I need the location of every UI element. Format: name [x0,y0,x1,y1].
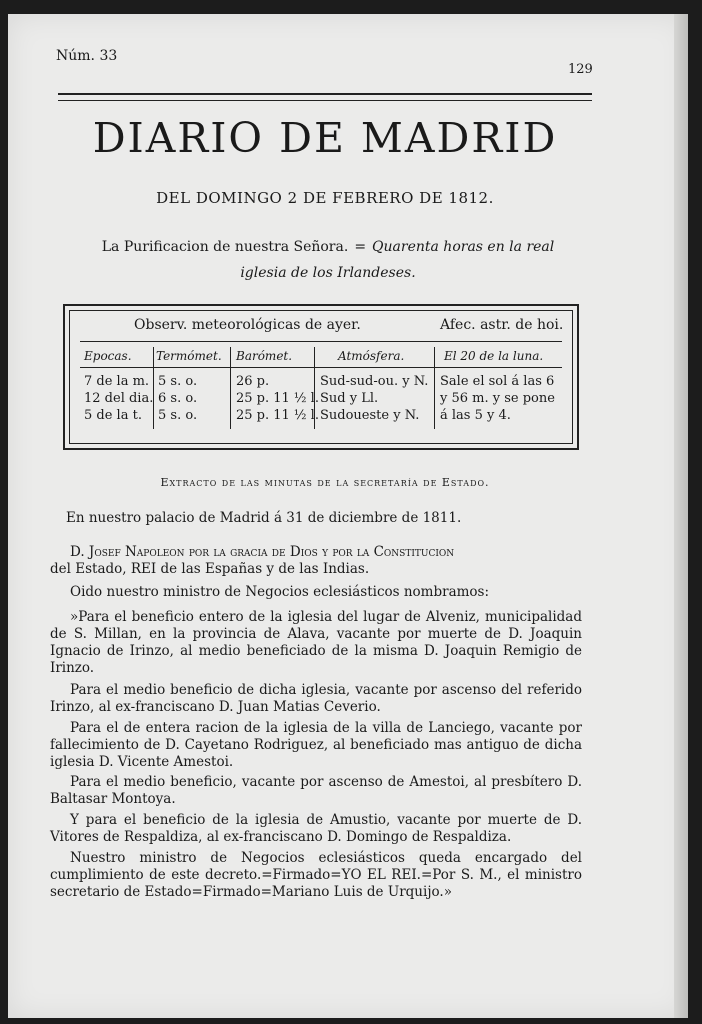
atmosfera-3: Sudoueste y N. [320,408,420,423]
decree-intro [50,544,582,578]
epoca-2: 12 del dia. [84,391,154,406]
atmosfera-2: Sud y Ll. [320,391,379,406]
termometro-1: 5 s. o. [158,374,198,389]
col-epocas: Epocas. [84,349,132,363]
astro-heading: Afec. astr. de hoi. [440,317,564,333]
decree-intro-b: del Estado, REI de las Españas y de las Indias. [50,561,370,577]
luna-values [440,373,555,424]
paragraph-3: Para el medio beneficio de dicha iglesia, vacante por ascenso del referido Irinzo, al ex-franciscano D. Juan Matias Ceverio. [50,682,582,715]
barometro-3: 25 p. 11 ½ l. [236,408,319,423]
barometro-1: 26 p. [236,374,270,389]
atmosfera-1: Sud-sud-ou. y N. [320,374,429,389]
luna-1: Sale el sol á las 6 [440,374,555,389]
paragraph-7: Nuestro ministro de Negocios eclesiásticos queda encargado del cumplimiento de este decreto.=Firmado=YO EL REI.=Por S. M., el ministro secretario de Estado=Firmado=Mariano Luis de Urquijo.» [50,850,582,900]
header-rule-thick [58,93,592,95]
luna-3: á las 5 y 4. [440,408,511,423]
feast-italic-2: iglesia de los Irlandeses. [240,265,416,281]
newspaper-page [8,14,688,1018]
weather-table-inner [69,310,573,444]
decree-intro-a: D. Josef Napoleon por la gracia de Dios y por la Constitucion [70,544,455,560]
extract-title: Extracto de las minutas de la secretaría de Estado. [160,476,490,489]
termometro-values [158,373,197,424]
paragraph-5: Para el medio beneficio, vacante por ascenso de Amestoi, al presbítero D. Baltasar Montoya. [50,774,582,807]
col-atmosfera: Atmósfera. [338,349,405,363]
weather-rule-top [80,341,562,342]
paragraph-6: Y para el beneficio de la iglesia de Amustio, vacante por muerte de D. Vitores de Respaldiza, al ex-franciscano D. Domingo de Respaldiza. [50,812,582,845]
feast-text: La Purificacion de nuestra Señora. [101,239,349,255]
barometro-2: 25 p. 11 ½ l. [236,391,319,406]
epoca-1: 7 de la m. [84,374,150,389]
atmosfera-values [320,373,428,424]
header-rule-thin [58,100,592,101]
epoca-3: 5 de la t. [84,408,142,423]
issue-number: Núm. 33 [56,48,118,64]
col-barometro: Barómet. [236,349,293,363]
place-date: En nuestro palacio de Madrid á 31 de diciembre de 1811. [66,510,462,526]
termometro-2: 6 s. o. [158,391,198,406]
page-edge [674,14,688,1018]
barometro-values [236,373,319,424]
col-luna: El 20 de la luna. [444,349,544,363]
feast-notice [88,234,568,286]
page-number: 129 [568,62,593,77]
paragraph-4: Para el de entera racion de la iglesia de la villa de Lanciego, vacante por fallecimiento de D. Cayetano Rodriguez, al beneficiado mas antiguo de dicha iglesia D. Vicente Amestoi. [50,720,582,770]
weather-table [63,304,579,450]
feast-separator: = [354,239,367,255]
epocas-values [84,373,153,424]
paragraph-2: »Para el beneficio entero de la iglesia del lugar de Alveniz, municipalidad de S. Millan, en la provincia de Alava, vacante por muerte de D. Joaquin Ignacio de Irinzo, al medio beneficiado de la misma D. Joaquin Remigio de Irinzo. [50,609,582,676]
luna-2: y 56 m. y se pone [440,391,555,406]
col-termometro: Termómet. [156,349,222,363]
col-divider [434,347,435,429]
dateline: DEL DOMINGO 2 DE FEBRERO DE 1812. [156,189,494,207]
col-divider [230,347,231,429]
feast-italic-1: Quarenta horas en la real [372,239,555,255]
paragraph-1: Oido nuestro ministro de Negocios eclesiásticos nombramos: [70,584,490,600]
weather-heading: Observ. meteorológicas de ayer. [134,317,361,333]
termometro-3: 5 s. o. [158,408,198,423]
masthead-title: DIARIO DE MADRID [92,114,558,162]
